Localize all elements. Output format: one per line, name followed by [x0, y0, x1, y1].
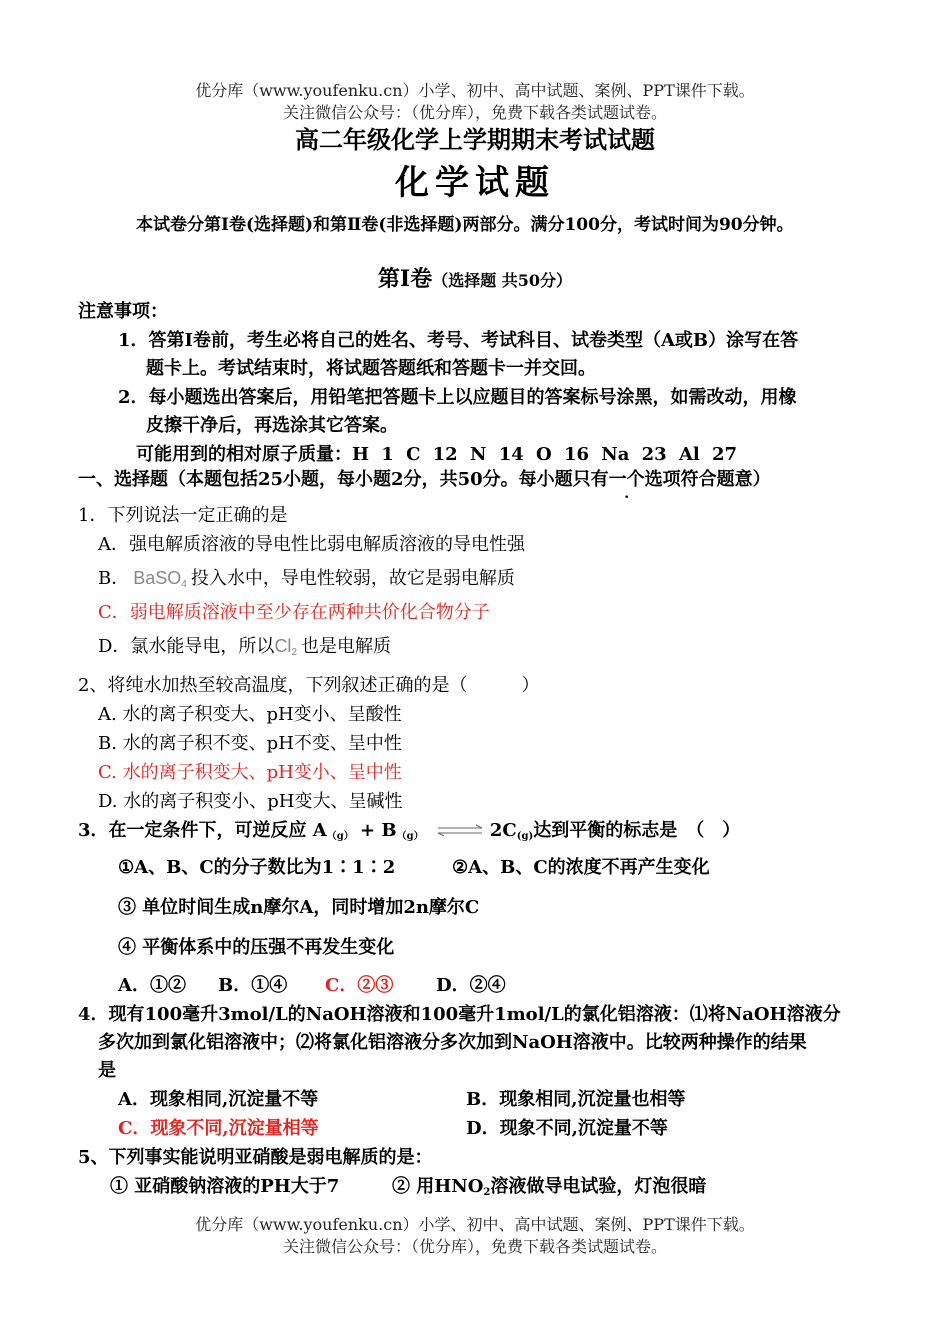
footer-line-2: 关注微信公众号：（优分库），免费下载各类试题试卷。 — [282, 1237, 667, 1256]
choice-heading-post: 选项符合题意） — [644, 469, 771, 490]
q4-stem-line-3: 是 — [98, 1060, 116, 1081]
header-line-2: 关注微信公众号：（优分库），免费下载各类试题试卷。 — [282, 103, 667, 122]
q3-state-b: （g） — [396, 831, 424, 842]
section-heading — [0, 262, 950, 293]
exam-title: 高二年级化学上学期期末考试试题 — [295, 125, 655, 154]
footer-line-1: 优分库（www.youfenku.cn）小学、初中、高中试题、案例、PPT课件下载。 — [195, 1215, 755, 1234]
q3-plus-b: + B — [353, 820, 397, 841]
q1-cl2-formula: Cl — [274, 636, 292, 656]
q4-stem-line-1: 4．现有100毫升3mol/L的NaOH溶液和100毫升1mol/L的氯化铝溶液：⑴将NaOH溶液分 — [78, 1004, 841, 1025]
q3-stem — [78, 816, 740, 842]
q3-state-c: (g) — [516, 831, 534, 842]
choice-heading — [78, 465, 771, 491]
section-title-note: （选择题 共50分） — [432, 271, 573, 290]
notice-1b: 题卡上。考试结束时，将试题答题纸和答题卡一并交回。 — [146, 358, 596, 379]
q3-item-1: ①A、B、C的分子数比为1∶1∶2 — [118, 857, 396, 878]
q4-option-a: A．现象相同,沉淀量不等 — [118, 1089, 319, 1110]
q5-item-2-pre: ② 用HNO — [392, 1176, 484, 1197]
q2-option-a: A. 水的离子积变大、pH变小、呈酸性 — [98, 704, 402, 725]
q5-item-2-post: 溶液做导电试验，灯泡很暗 — [490, 1176, 707, 1197]
header-line-1: 优分库（www.youfenku.cn）小学、初中、高中试题、案例、PPT课件下载。 — [195, 81, 755, 100]
q1-option-a: A．强电解质溶液的导电性比弱电解质溶液的导电性强 — [98, 534, 525, 555]
q3-product: 2C — [489, 820, 517, 841]
q1-option-b-text: 投入水中，导电性较弱，故它是弱电解质 — [190, 568, 515, 589]
exam-intro: 本试卷分第Ⅰ卷(选择题)和第Ⅱ卷(非选择题)两部分。满分100分，考试时间为90分钟。 — [136, 215, 794, 235]
exam-subtitle: 化学试题 — [395, 163, 555, 203]
q3-item-4: ④ 平衡体系中的压强不再发生变化 — [118, 937, 395, 958]
q3-stem-post: 达到平衡的标志是 （ ） — [533, 820, 741, 841]
q5-stem: 5、下列事实能说明亚硝酸是弱电解质的是： — [78, 1147, 433, 1168]
q3-item-2: ②A、B、C的浓度不再产生变化 — [452, 857, 710, 878]
section-title: 第Ⅰ卷 — [377, 266, 433, 292]
q1-option-d-rest: 也是电解质 — [301, 636, 391, 657]
atomic-mass-line: 可能用到的相对原子质量：H 1 C 12 N 14 O 16 Na 23 Al 27 — [136, 444, 738, 465]
q5-item-1: ① 亚硝酸钠溶液的PH大于7 — [110, 1176, 340, 1197]
q5-item-2-sub: 2 — [483, 1187, 491, 1198]
q1-baso4-formula: BaSO — [133, 568, 182, 588]
q2-option-d: D. 水的离子积变小、pH变大、呈碱性 — [98, 791, 403, 812]
q1-option-d — [98, 632, 391, 658]
q4-option-d: D．现象不同,沉淀量不等 — [466, 1118, 668, 1139]
q4-option-b: B．现象相同,沉淀量也相等 — [466, 1089, 686, 1110]
q2-option-c-answer: C. 水的离子积变大、pH变小、呈中性 — [98, 762, 402, 783]
q5-item-2 — [392, 1172, 706, 1198]
choice-heading-emphasis: 一个 — [608, 469, 645, 490]
q1-option-d-text: D．氯水能导电，所以 — [98, 636, 275, 657]
q3-option-c-answer: C．②③ — [325, 975, 394, 996]
q3-item-3: ③ 单位时间生成n摩尔A，同时增加2n摩尔C — [118, 897, 480, 918]
q1-baso4-sub: 4 — [181, 579, 187, 590]
q2-stem: 2、将纯水加热至较高温度，下列叙述正确的是（ ） — [78, 675, 540, 696]
q3-option-a: A．①② — [118, 975, 186, 996]
equilibrium-arrow-icon — [434, 824, 486, 838]
q4-stem-line-2: 多次加到氯化铝溶液中；⑵将氯化铝溶液分多次加到NaOH溶液中。比较两种操作的结果 — [98, 1032, 807, 1053]
q3-stem-pre: 3．在一定条件下，可逆反应 A — [78, 820, 327, 841]
q3-state-a: （g） — [326, 831, 354, 842]
q1-cl2-sub: 2 — [291, 647, 297, 658]
q1-option-b — [98, 564, 515, 590]
q3-option-b: B．①④ — [218, 975, 288, 996]
notice-2b: 皮擦干净后，再选涂其它答案。 — [146, 415, 398, 436]
q1-option-c-answer: C．弱电解质溶液中至少存在两种共价化合物分子 — [98, 602, 490, 623]
q1-option-b-label: B． — [98, 568, 130, 589]
q3-option-d: D．②④ — [436, 975, 506, 996]
notice-label: 注意事项： — [78, 301, 168, 322]
q2-option-b: B. 水的离子积不变、pH不变、呈中性 — [98, 733, 402, 754]
choice-heading-pre: 一、选择题（本题包括25小题，每小题2分，共50分。每小题只有 — [78, 469, 609, 490]
q4-option-c-answer: C．现象不同,沉淀量相等 — [118, 1118, 319, 1139]
q1-stem: 1．下列说法一定正确的是 — [78, 505, 288, 526]
notice-2a: 2．每小题选出答案后，用铅笔把答题卡上以应题目的答案标号涂黑，如需改动，用橡 — [118, 387, 797, 408]
notice-1a: 1．答第Ⅰ卷前，考生必将自己的姓名、考号、考试科目、试卷类型（A或B）涂写在答 — [118, 330, 799, 351]
